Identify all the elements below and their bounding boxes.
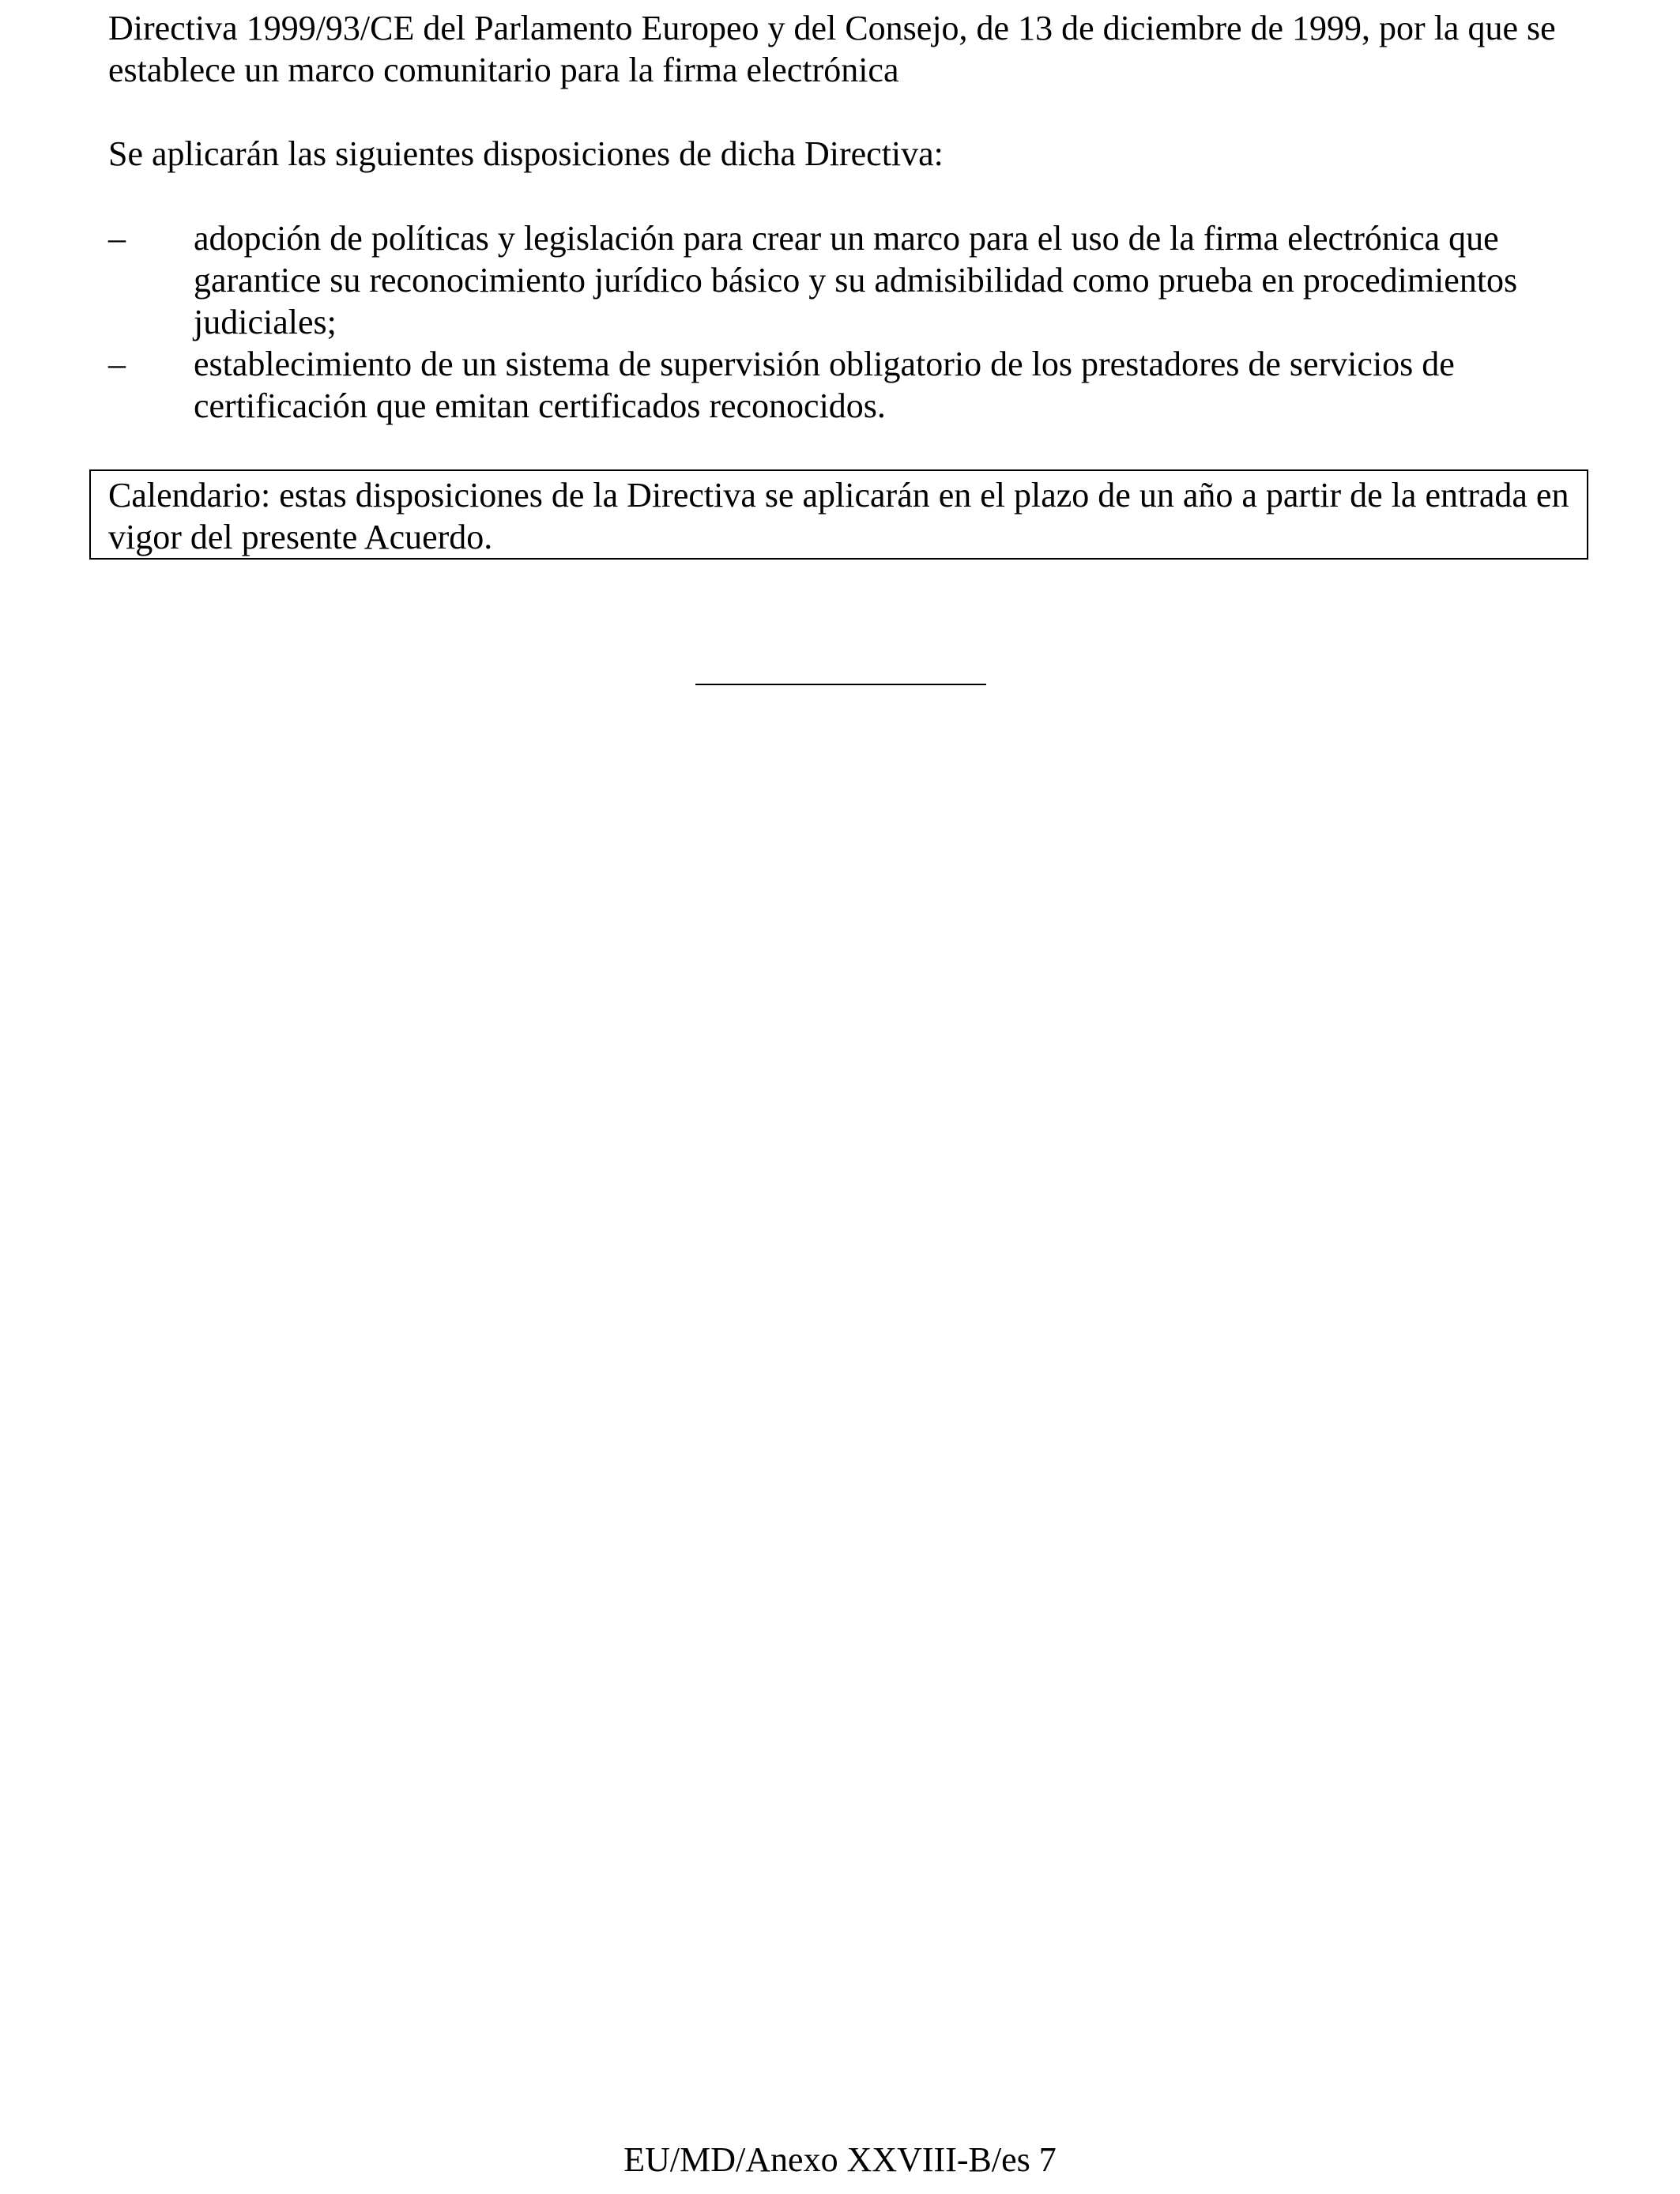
- page-footer: EU/MD/Anexo XXVIII-B/es 7: [623, 2140, 1057, 2179]
- provision-item: [108, 343, 1594, 427]
- calendar-box: [89, 469, 1588, 560]
- end-of-section-rule: [695, 684, 986, 685]
- list-dash-marker: –: [108, 345, 126, 383]
- calendar-text: Calendario: estas disposiciones de la Directiva se aplicarán en el plazo de un año a partir de la entrada en vigor del presente Acuerdo.: [108, 476, 1569, 556]
- intro-paragraph: Se aplicarán las siguientes disposiciones de dicha Directiva:: [108, 134, 944, 173]
- directive-title: Directiva 1999/93/CE del Parlamento Europeo y del Consejo, de 13 de diciembre de 1999, por la que se establece un marco comunitario para la firma electrónica: [108, 9, 1556, 89]
- provision-text: adopción de políticas y legislación para crear un marco para el uso de la firma electrónica que garantice su reconocimiento jurídico básico y su admisibilidad como prueba en procedimientos judiciales;: [194, 219, 1518, 341]
- provision-text: establecimiento de un sistema de supervisión obligatorio de los prestadores de servicios de certificación que emitan certificados reconocidos.: [194, 345, 1455, 425]
- provisions-list: [108, 217, 1594, 427]
- list-dash-marker: –: [108, 219, 126, 258]
- provision-item: [108, 217, 1594, 343]
